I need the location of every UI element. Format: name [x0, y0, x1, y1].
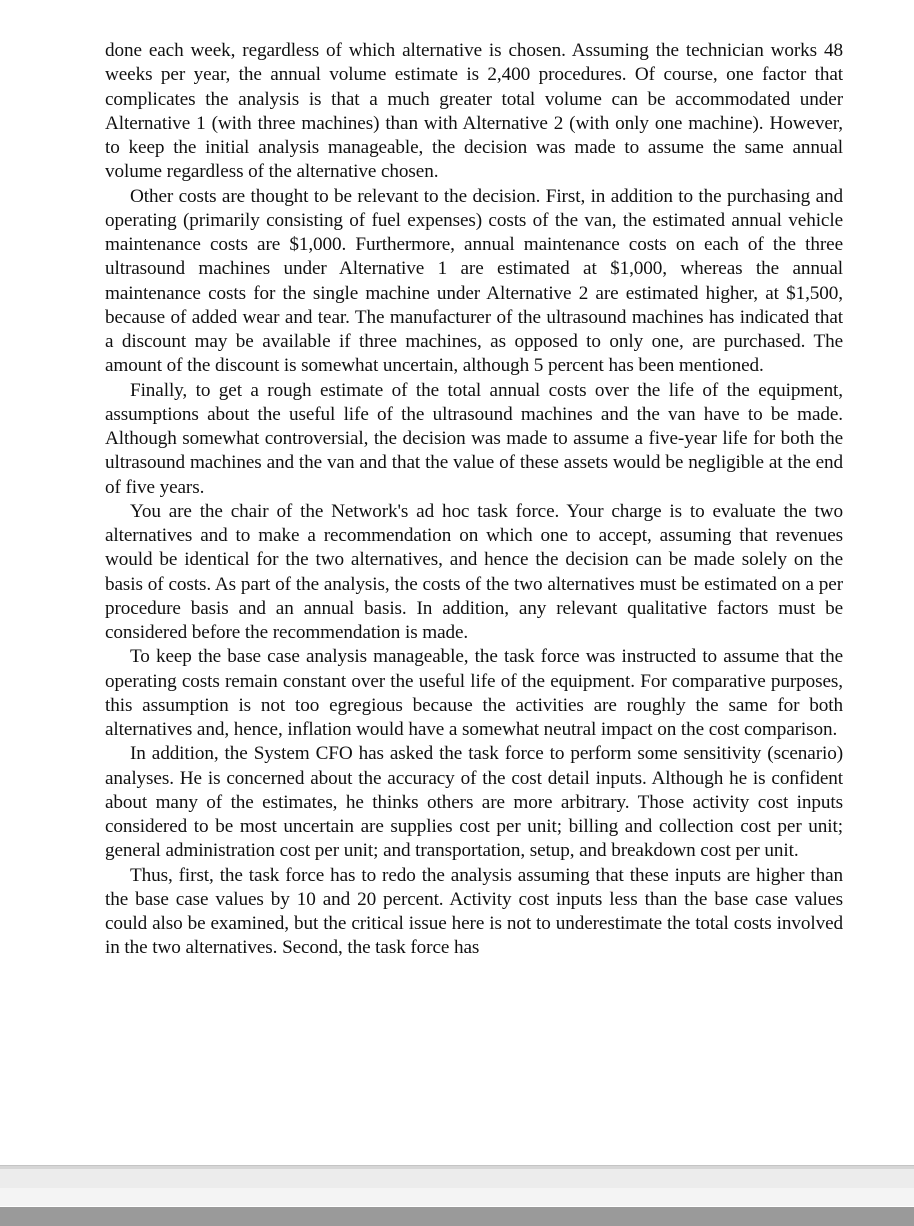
paragraph-task-force-charge: You are the chair of the Network's ad hoc task force. Your charge is to evaluate the two alternatives and to make a recommendation on which one to accept, assuming that revenues would be identical for the two alternatives, and hence the decision can be made solely on the basis of costs. As part of the analysis, the costs of the two alternatives must be estimated on a per procedure basis and an annual basis. In addition, any relevant qualitative factors must be considered before the recommendation is made.	[105, 500, 843, 643]
paragraph-volume: done each week, regardless of which alternative is chosen. Assuming the technician works 48 weeks per year, the annual volume estimate is 2,400 procedures. Of course, one factor that complicates the analysis is that a much greater total volume can be accommodated under Alternative 1 (with three machines) than with Alternative 2 (with only one machine). However, to keep the initial analysis manageable, the decision was made to assume the same annual volume regardless of the alternative chosen.	[105, 40, 843, 183]
page-separator	[0, 1165, 914, 1206]
paragraph-base-case: To keep the base case analysis manageable, the task force was instructed to assume that the operating costs remain constant over the useful life of the equipment. For comparative purposes, this assumption is not too egregious because the activities are roughly the same for both alternatives and, hence, inflation would have a somewhat neutral impact on the cost comparison.	[105, 646, 843, 740]
paragraph-other-costs: Other costs are thought to be relevant to the decision. First, in addition to the purchasing and operating (primarily consisting of fuel expenses) costs of the van, the estimated annual vehicle maintenance costs are $1,000. Furthermore, annual maintenance costs on each of the three ultrasound machines under Alternative 1 are estimated at $1,000, whereas the annual maintenance costs for the single machine under Alternative 2 are estimated higher, at $1,500, because of added wear and tear. The manufacturer of the ultrasound machines has indicated that a discount may be available if three machines, as opposed to only one, are purchased. The amount of the discount is somewhat uncertain, although 5 percent has been mentioned.	[105, 185, 843, 377]
viewer-bottom-bar	[0, 1207, 914, 1226]
paragraph-useful-life: Finally, to get a rough estimate of the total annual costs over the life of the equipment, assumptions about the useful life of the ultrasound machines and the van have to be made. Although somewhat controversial, the decision was made to assume a five-year life for both the ultrasound machines and the van and that the value of these assets would be negligible at the end of five years.	[105, 379, 843, 498]
document-body	[105, 39, 843, 961]
paragraph-redo-analysis: Thus, first, the task force has to redo the analysis assuming that these inputs are higher than the base case values by 10 and 20 percent. Activity cost inputs less than the base case values could also be examined, but the critical issue here is not to underestimate the total costs involved in the two alternatives. Second, the task force has	[105, 864, 843, 959]
paragraph-sensitivity: In addition, the System CFO has asked the task force to perform some sensitivity (scenario) analyses. He is concerned about the accuracy of the cost detail inputs. Although he is confident about many of the estimates, he thinks others are more arbitrary. Those activity cost inputs considered to be most uncertain are supplies cost per unit; billing and collection cost per unit; general administration cost per unit; and transportation, setup, and breakdown cost per unit.	[105, 743, 843, 862]
